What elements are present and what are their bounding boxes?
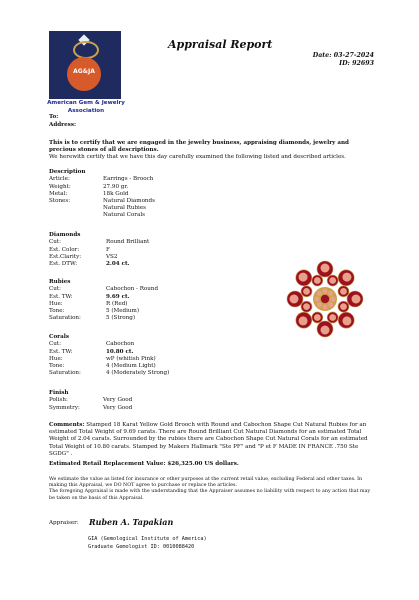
organization-name	[40, 99, 132, 115]
coral-stone	[340, 288, 347, 295]
appraiser-id: Graduate Gemologist ID: 0010088420	[88, 544, 195, 550]
coral-stone	[303, 288, 310, 295]
corals-heading: Corals	[49, 334, 70, 340]
corals-value: 4 (Medium Light)	[106, 363, 156, 369]
description-heading: Description	[49, 169, 86, 175]
coral-stone	[321, 326, 330, 335]
logo-text: AG&JA	[73, 68, 95, 75]
finish-label: Polish:	[49, 397, 68, 404]
coral-stone	[342, 316, 351, 325]
diamonds-value: F	[106, 246, 110, 253]
coral-stone	[352, 295, 361, 304]
disclaimer	[49, 477, 374, 502]
certify-statement: This is to certify that we are engaged in the jewelry business, appraising diamonds, jewelry and precious stones of all descriptions.	[49, 140, 349, 154]
report-date: Date: 03-27-2024	[312, 52, 374, 59]
coral-stone	[329, 314, 336, 321]
description-value: 27.90 gr.	[103, 183, 129, 190]
corals-value: Cabochon	[106, 341, 135, 348]
rubies-value: Cabochon - Round	[106, 286, 159, 293]
retail-value: Estimated Retail Replacement Value: $26,325.00 US dollars.	[49, 461, 239, 467]
corals-value: 10.80 ct.	[106, 348, 134, 355]
rubies-label: Saturation:	[49, 315, 81, 322]
corals-label: Cut:	[49, 341, 62, 348]
diamonds-label: Est. DTW:	[49, 261, 78, 267]
description-value: Natural Corals	[103, 212, 145, 219]
coral-stone	[328, 291, 333, 296]
diamonds-value: VS2	[106, 253, 118, 260]
coral-stone	[314, 314, 321, 321]
diamonds-label: Est. Color:	[49, 246, 80, 253]
description-label: Stones:	[49, 198, 71, 204]
rubies-label: Tone:	[49, 308, 65, 314]
appraiser-credential: GIA (Gemological Institute of America)	[88, 536, 207, 542]
finish-value: Very Good	[103, 397, 133, 404]
coral-stone	[342, 273, 351, 282]
appraiser-signature: Ruben A. Tapakian	[89, 517, 174, 527]
appraiser-label: Appraiser:	[49, 520, 79, 526]
comments-label: Comments:	[49, 422, 85, 428]
disclaimer-liability: The foregoing Appraisal is made with the understanding that the Appraiser assumes no liability with respect to any action that may be taken on the basis of this Appraisal.	[49, 489, 371, 501]
finish-value: Very Good	[103, 404, 133, 411]
report-id: ID: 92693	[339, 60, 374, 67]
diamonds-label: Cut:	[49, 239, 62, 246]
finish-heading: Finish	[49, 390, 69, 396]
diamonds-value: Round Brilliant	[106, 239, 150, 246]
coral-stone	[314, 296, 319, 301]
org-line-1: American Gem & Jewelry	[47, 100, 125, 106]
rubies-label: Hue:	[49, 300, 63, 307]
coral-stone	[317, 302, 322, 307]
coral-stone	[303, 303, 310, 310]
rubies-label: Est. TW:	[49, 293, 73, 300]
corals-value: wP (whitish Pink)	[106, 355, 156, 362]
rubies-heading: Rubies	[49, 279, 71, 285]
description-label: Article:	[49, 176, 70, 183]
description-value: 18k Gold	[103, 190, 129, 197]
rubies-value: R (Red)	[106, 300, 128, 307]
corals-label: Hue:	[49, 355, 63, 362]
coral-stone	[314, 277, 321, 284]
herewith-statement: We herewith certify that we have this day carefully examined the following listed and described articles.	[49, 154, 346, 160]
coral-stone	[322, 288, 327, 293]
coral-stone	[328, 302, 333, 307]
coral-stone	[299, 273, 308, 282]
coral-stone	[329, 277, 336, 284]
description-label: Metal:	[49, 190, 68, 197]
diamonds-heading: Diamonds	[49, 232, 81, 238]
rubies-value: 5 (Strong)	[106, 315, 136, 322]
finish-label: Symmetry:	[49, 404, 80, 411]
coral-stone	[317, 291, 322, 296]
description-label: Weight:	[49, 183, 71, 190]
description-value: Natural Diamonds	[103, 198, 155, 204]
to-label: To:	[49, 114, 59, 120]
org-line-2: Association	[67, 108, 105, 114]
coral-stone	[321, 264, 330, 273]
comments-text: Stamped 18 Karat Yellow Gold Brooch with Round and Cabochon Shape Cut Natural Rubies for an estimated Total Weight of 9.69 carats. There are Round Brilliant Cut Natural Diamonds for an estimated Total Weight of 2.04 carats. Surrounded by the rubies there are Cabochon Shape Cut Natural Corals for an estimated Total Weight of 10.80 carats. Stamped by Makers Hallmark "Ste PF" and "P et F MADE IN FRANCE .750 Ste SGDG" .	[49, 422, 368, 457]
diamonds-value: 2.04 ct.	[106, 261, 130, 267]
report-meta	[313, 52, 374, 68]
description-value: Earrings - Brooch	[103, 176, 154, 183]
coral-stone	[299, 316, 308, 325]
description-value: Natural Rubies	[103, 205, 147, 212]
comments-block	[49, 422, 379, 458]
rubies-label: Cut:	[49, 286, 62, 293]
coral-stone	[330, 296, 335, 301]
brooch-photo	[283, 257, 367, 341]
center-ruby	[321, 295, 330, 304]
rubies-value: 9.69 ct.	[106, 293, 130, 300]
coral-stone	[290, 295, 299, 304]
rubies-value: 5 (Medium)	[106, 308, 140, 314]
corals-label: Tone:	[49, 363, 65, 369]
company-logo	[49, 31, 121, 99]
diamonds-label: Est.Clarity:	[49, 253, 82, 260]
corals-label: Est. TW:	[49, 348, 73, 355]
coral-stone	[322, 304, 327, 309]
corals-label: Saturation:	[49, 370, 81, 377]
disclaimer-insurance: We estimate the value as listed for insurance or other purposes at the current retail value, excluding Federal and other taxes. In making this Appraisal, we DO NOT agree to purchase or replace the articles.	[49, 477, 363, 489]
report-title: Appraisal Report	[168, 38, 273, 51]
corals-value: 4 (Moderately Strong)	[106, 370, 170, 377]
address-label: Address:	[49, 122, 77, 128]
coral-stone	[340, 303, 347, 310]
